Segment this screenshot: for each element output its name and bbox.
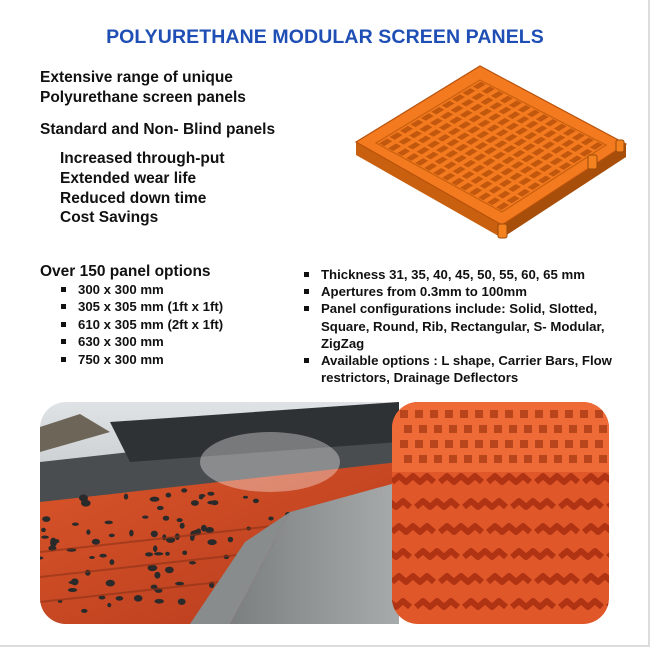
square-aperture	[449, 455, 457, 463]
rock	[177, 518, 183, 522]
square-aperture	[554, 425, 562, 433]
square-aperture	[400, 440, 408, 448]
square-aperture	[509, 425, 517, 433]
rock	[165, 567, 174, 574]
rock	[41, 528, 46, 532]
square-aperture	[404, 455, 412, 463]
size-item: 305 x 305 mm (1ft x 1ft)	[78, 299, 224, 315]
square-aperture	[475, 440, 483, 448]
square-aperture	[479, 425, 487, 433]
benefit-item: Cost Savings	[60, 209, 159, 227]
square-aperture	[524, 455, 532, 463]
intro-line-1: Extensive range of unique	[40, 69, 233, 86]
square-aperture	[479, 455, 487, 463]
benefit-item: Extended wear life	[60, 169, 197, 187]
rock	[207, 492, 214, 496]
square-aperture	[415, 410, 423, 418]
square-aperture	[445, 410, 453, 418]
spec-item: Apertures from 0.3mm to 100mm	[321, 283, 641, 300]
size-item: 300 x 300 mm	[78, 281, 223, 298]
rock	[109, 534, 115, 538]
square-aperture	[505, 440, 513, 448]
square-aperture	[430, 410, 438, 418]
square-aperture	[475, 410, 483, 418]
rock	[86, 529, 90, 534]
rock	[150, 497, 160, 502]
size-item: 610 x 305 mm (2ft x 1ft)	[78, 316, 224, 332]
spec-item: Panel configurations include: Solid, Slotted, Square, Round, Rib, Rectangular, S- Modular, ZigZag	[321, 300, 641, 352]
rock	[81, 609, 88, 613]
rock	[166, 493, 172, 498]
rock	[196, 529, 201, 533]
intro-line-3: Standard and Non- Blind panels	[40, 121, 276, 138]
square-aperture	[520, 410, 528, 418]
rock	[153, 545, 157, 552]
rock	[199, 495, 204, 499]
intro-block	[40, 68, 275, 140]
square-aperture	[554, 455, 562, 463]
square-aperture	[569, 425, 577, 433]
rock	[134, 595, 143, 602]
square-aperture	[584, 425, 592, 433]
square-aperture	[520, 440, 528, 448]
rock	[165, 552, 170, 556]
specs-list	[321, 266, 641, 386]
square-aperture	[524, 425, 532, 433]
square-aperture	[460, 410, 468, 418]
benefit-item: Reduced down time	[60, 189, 207, 207]
square-aperture	[494, 455, 502, 463]
rock	[110, 559, 115, 565]
square-aperture	[580, 440, 588, 448]
spec-item: Thickness 31, 35, 40, 45, 50, 55, 60, 65 mm	[321, 266, 641, 283]
square-aperture	[505, 410, 513, 418]
square-aperture	[565, 440, 573, 448]
rock	[89, 556, 95, 559]
rock	[99, 554, 106, 558]
square-aperture	[464, 455, 472, 463]
square-aperture	[419, 425, 427, 433]
rock	[207, 539, 216, 545]
rock	[124, 494, 128, 500]
rock	[145, 552, 153, 556]
square-aperture	[464, 425, 472, 433]
square-aperture	[584, 455, 592, 463]
rock	[243, 496, 248, 499]
rock	[106, 580, 115, 587]
rock	[79, 495, 88, 502]
square-aperture	[599, 455, 607, 463]
rock	[42, 516, 50, 522]
square-aperture	[494, 425, 502, 433]
square-aperture	[595, 440, 603, 448]
square-aperture	[550, 410, 558, 418]
square-aperture	[404, 425, 412, 433]
rock	[105, 521, 113, 525]
square-aperture	[535, 440, 543, 448]
options-title: Over 150 panel options	[40, 263, 211, 280]
rock	[142, 516, 148, 519]
rock	[151, 531, 158, 538]
square-aperture	[599, 425, 607, 433]
square-aperture	[445, 440, 453, 448]
square-aperture	[419, 455, 427, 463]
square-aperture	[434, 425, 442, 433]
rock	[154, 552, 163, 555]
square-aperture	[569, 455, 577, 463]
square-aperture	[415, 440, 423, 448]
benefits-list	[60, 149, 224, 228]
square-aperture	[539, 455, 547, 463]
square-aperture	[580, 410, 588, 418]
rock	[201, 525, 207, 532]
rock	[107, 603, 111, 607]
zigzag-panel-photo	[392, 402, 609, 624]
size-list	[78, 281, 223, 368]
rock	[191, 500, 199, 506]
square-aperture	[535, 410, 543, 418]
rock	[157, 506, 164, 510]
zigzag-panel-photo-art	[392, 402, 609, 624]
rock	[181, 488, 187, 492]
rock	[228, 537, 233, 543]
rock	[154, 572, 160, 579]
rock	[92, 539, 100, 545]
rock	[207, 501, 215, 505]
intro-line-2: Polyurethane screen panels	[40, 89, 246, 106]
rock	[182, 551, 187, 556]
rock	[253, 499, 259, 504]
rock	[68, 588, 77, 592]
size-item: 750 x 300 mm	[78, 351, 223, 368]
square-aperture	[460, 440, 468, 448]
square-aperture	[449, 425, 457, 433]
rock	[163, 516, 169, 521]
rock	[71, 578, 79, 585]
square-aperture	[550, 440, 558, 448]
square-aperture	[400, 410, 408, 418]
square-aperture	[595, 410, 603, 418]
rock	[175, 582, 184, 586]
screen-panel-illustration	[352, 60, 632, 240]
screen-operation-photo-art	[40, 402, 399, 624]
rock	[129, 530, 133, 537]
spec-item: Available options : L shape, Carrier Bars, Flow restrictors, Drainage Deflectors	[321, 352, 641, 386]
rock	[116, 596, 124, 601]
size-item: 630 x 300 mm	[78, 333, 223, 350]
square-aperture	[430, 440, 438, 448]
rock	[189, 561, 196, 564]
square-aperture	[490, 410, 498, 418]
square-aperture	[434, 455, 442, 463]
rock	[178, 599, 186, 605]
square-aperture	[490, 440, 498, 448]
benefit-item: Increased through-put	[60, 150, 225, 167]
rock	[268, 517, 273, 521]
square-aperture	[539, 425, 547, 433]
rock	[41, 536, 49, 539]
rock	[155, 599, 164, 604]
page-title: POLYURETHANE MODULAR SCREEN PANELS	[106, 26, 544, 48]
square-aperture	[565, 410, 573, 418]
screen-operation-photo	[40, 402, 399, 624]
rock	[72, 523, 79, 526]
rock	[180, 523, 185, 529]
rock	[50, 538, 56, 545]
square-aperture	[509, 455, 517, 463]
